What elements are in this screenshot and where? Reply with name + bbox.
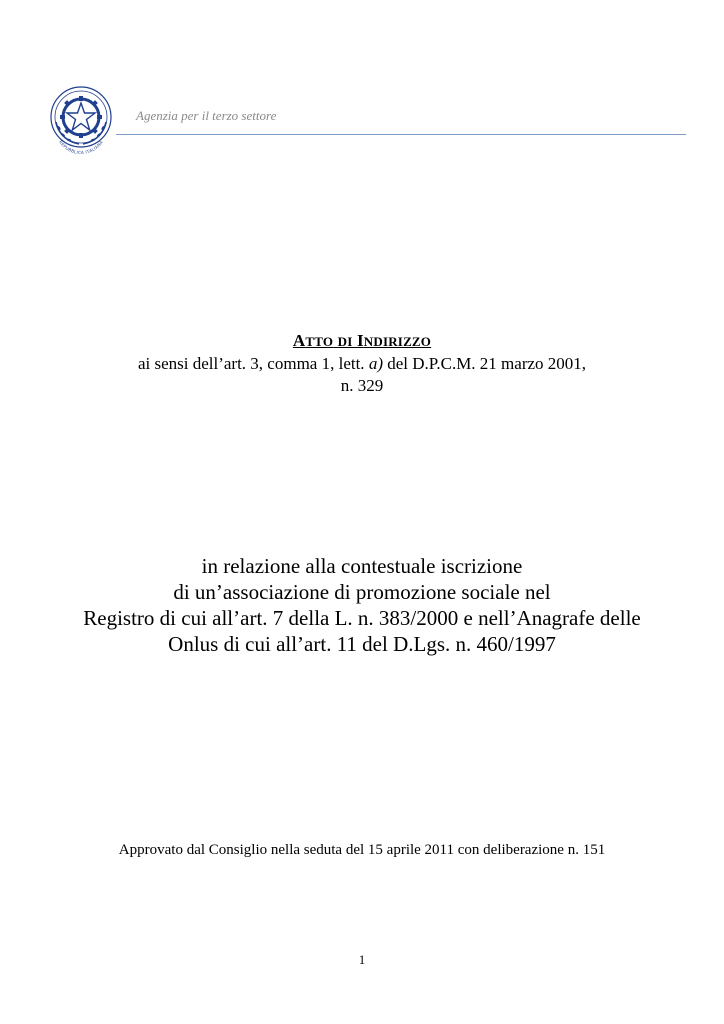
- agency-name: Agenzia per il terzo settore: [136, 108, 277, 123]
- subtitle-pre: ai sensi dell’art. 3, comma 1, lett.: [137, 354, 369, 373]
- title-first-letter: A: [292, 331, 306, 350]
- title-second-letter: I: [356, 331, 364, 350]
- subtitle-italic: a): [368, 354, 383, 373]
- approval-note: Approvato dal Consiglio nella seduta del 15 aprile 2011 con deliberazione n. 151: [118, 842, 606, 858]
- subject-line: Registro di cui all’art. 7 della L. n. 383/2000 e nell’Anagrafe delle: [83, 606, 641, 630]
- page-number: 1: [358, 952, 366, 967]
- subject-block: [40, 553, 684, 657]
- subject-line: Onlus di cui all’art. 11 del D.Lgs. n. 460/1997: [168, 632, 556, 656]
- subject-line: in relazione alla contestuale iscrizione: [201, 554, 523, 578]
- header-divider: [116, 134, 686, 135]
- title-word-rest: TTO: [305, 334, 334, 349]
- emblem-text: REPUBBLICA ITALIANA: [58, 139, 104, 154]
- subject-line: di un’associazione di promozione sociale nel: [173, 580, 551, 604]
- title-connector: DI: [337, 334, 353, 349]
- republic-emblem-icon: [44, 84, 118, 154]
- document-subtitle-line2: n. 329: [340, 376, 384, 395]
- subtitle-post: del D.P.C.M. 21 marzo 2001,: [382, 354, 587, 373]
- title-block: [60, 330, 664, 397]
- document-title: [60, 330, 664, 353]
- document-subtitle: [60, 353, 664, 375]
- title-second-rest: NDIRIZZO: [363, 334, 432, 349]
